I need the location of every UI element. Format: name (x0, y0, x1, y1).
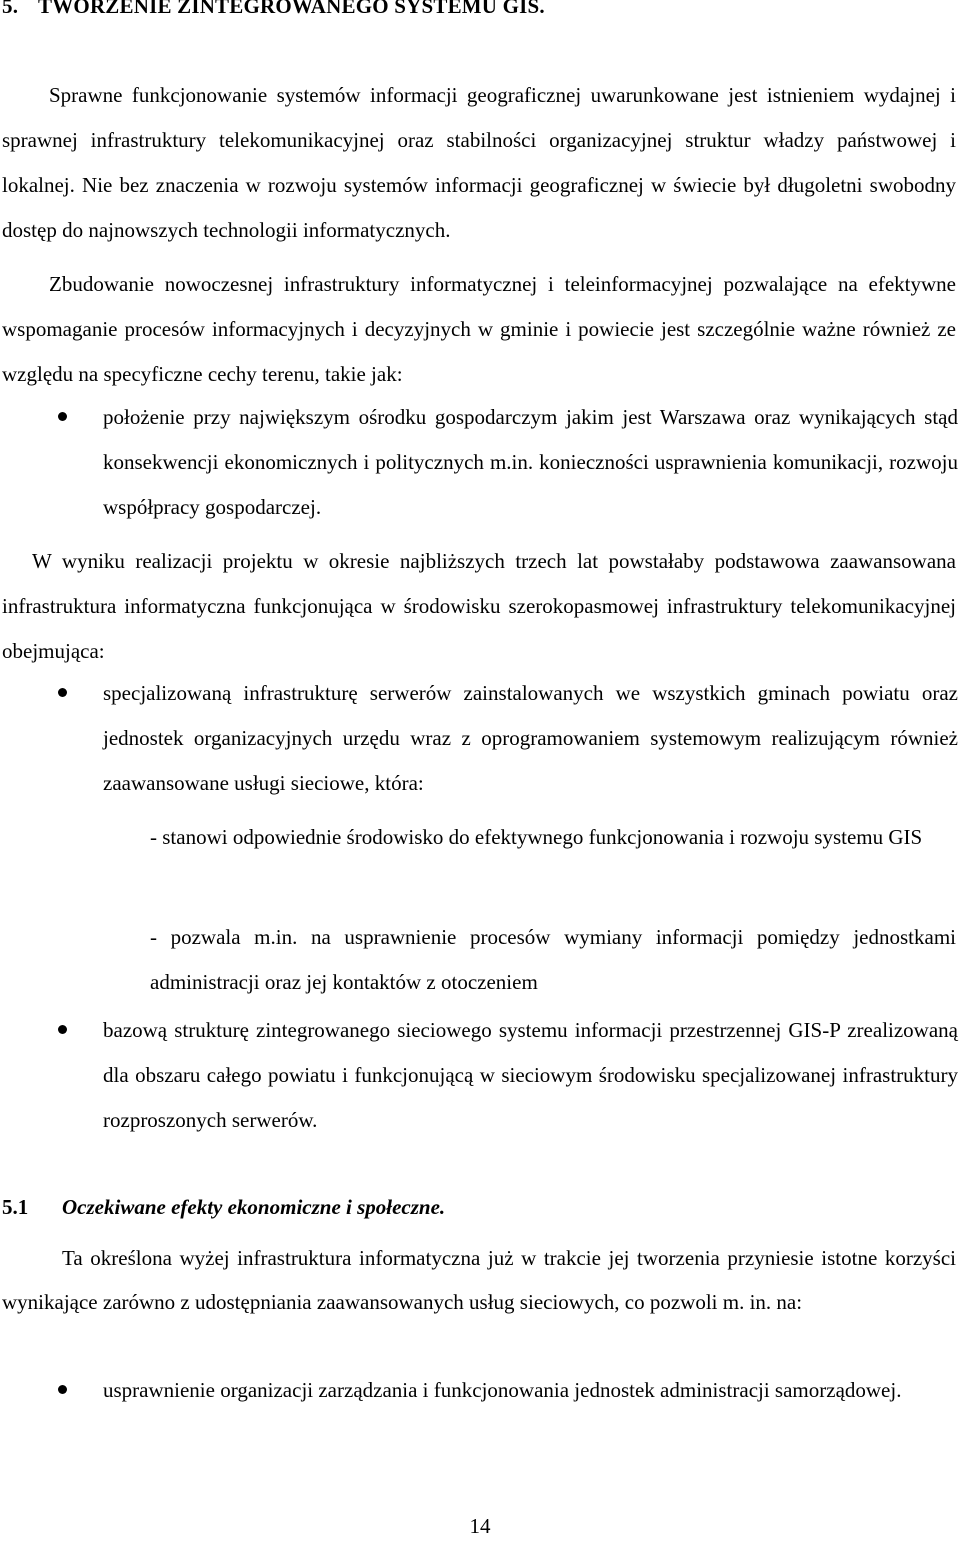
bullet-icon (58, 1385, 67, 1394)
section-title: TWORZENIE ZINTEGROWANEGO SYSTEMU GIS. (38, 0, 545, 18)
list-item-text: położenie przy największym ośrodku gospodarczym jakim jest Warszawa oraz wynikających stąd konsekwencji ekonomicznych i politycznych m.in. konieczności usprawnienia komunikacji, rozwoju współpracy gospodarczej. (103, 405, 958, 519)
dash-item-environment: - stanowi odpowiednie środowisko do efektywnego funkcjonowania i rozwoju systemu GIS (150, 825, 923, 849)
dash-item-exchange: - pozwala m.in. na usprawnienie procesów wymiany informacji pomiędzy jednostkami administracji oraz jej kontaktów z otoczeniem (150, 925, 956, 994)
list-item (0, 671, 958, 806)
bullet-list-benefits (0, 1368, 958, 1413)
bullet-icon (58, 1025, 67, 1034)
paragraph-infrastructure: Zbudowanie nowoczesnej infrastruktury informatycznej i teleinformacyjnej pozwalające na efektywne wspomaganie procesów informacyjnych i decyzyjnych w gminie i powiecie jest szczególnie ważne również ze względu na specyficzne cechy terenu, takie jak: (2, 272, 956, 386)
bullet-icon (58, 412, 67, 421)
paragraph-intro: Sprawne funkcjonowanie systemów informacji geograficznej uwarunkowane jest istnieniem wydajnej i sprawnej infrastruktury telekomunikacyjnej oraz stabilności organizacyjnej struktur władzy państwowej i lokalnej. Nie bez znaczenia w rozwoju systemów informacji geograficznej w świecie był długoletni swobodny dostęp do najnowszych technologii informatycznych. (2, 83, 956, 242)
subsection-heading (2, 1192, 445, 1222)
bullet-icon (58, 688, 67, 697)
section-number: 5. (2, 0, 19, 18)
page-number: 14 (469, 1514, 491, 1538)
subsection-title: Oczekiwane efekty ekonomiczne i społeczne. (62, 1195, 446, 1219)
section-heading (2, 0, 545, 19)
bullet-list-gis (0, 1008, 958, 1143)
paragraph-benefits: Ta określona wyżej infrastruktura informatyczna już w trakcie jej tworzenia przyniesie istotne korzyści wynikające zarówno z udostępniania zaawansowanych usług sieciowych, co pozwoli m. in. na: (2, 1246, 956, 1314)
list-item (0, 1368, 958, 1413)
list-item-text: usprawnienie organizacji zarządzania i funkcjonowania jednostek administracji samorządowej. (103, 1378, 902, 1402)
bullet-list-terrain (0, 395, 958, 530)
paragraph-project: W wyniku realizacji projektu w okresie najbliższych trzech lat powstałaby podstawowa zaawansowana infrastruktura informatyczna funkcjonująca w środowisku szerokopasmowej infrastruktury telekomunikacyjnej obejmująca: (2, 549, 956, 663)
list-item (0, 1008, 958, 1143)
list-item-text: bazową strukturę zintegrowanego sieciowego systemu informacji przestrzennej GIS-P zrealizowaną dla obszaru całego powiatu i funkcjonującą w sieciowym środowisku specjalizowanej infrastruktury rozproszonych serwerów. (103, 1018, 958, 1132)
list-item-text: specjalizowaną infrastrukturę serwerów zainstalowanych we wszystkich gminach powiatu oraz jednostek organizacyjnych urzędu wraz z oprogramowaniem systemowym realizującym również zaawansowane usługi sieciowe, która: (103, 681, 958, 795)
subsection-number: 5.1 (2, 1195, 29, 1219)
bullet-list-servers (0, 671, 958, 806)
list-item (0, 395, 958, 530)
